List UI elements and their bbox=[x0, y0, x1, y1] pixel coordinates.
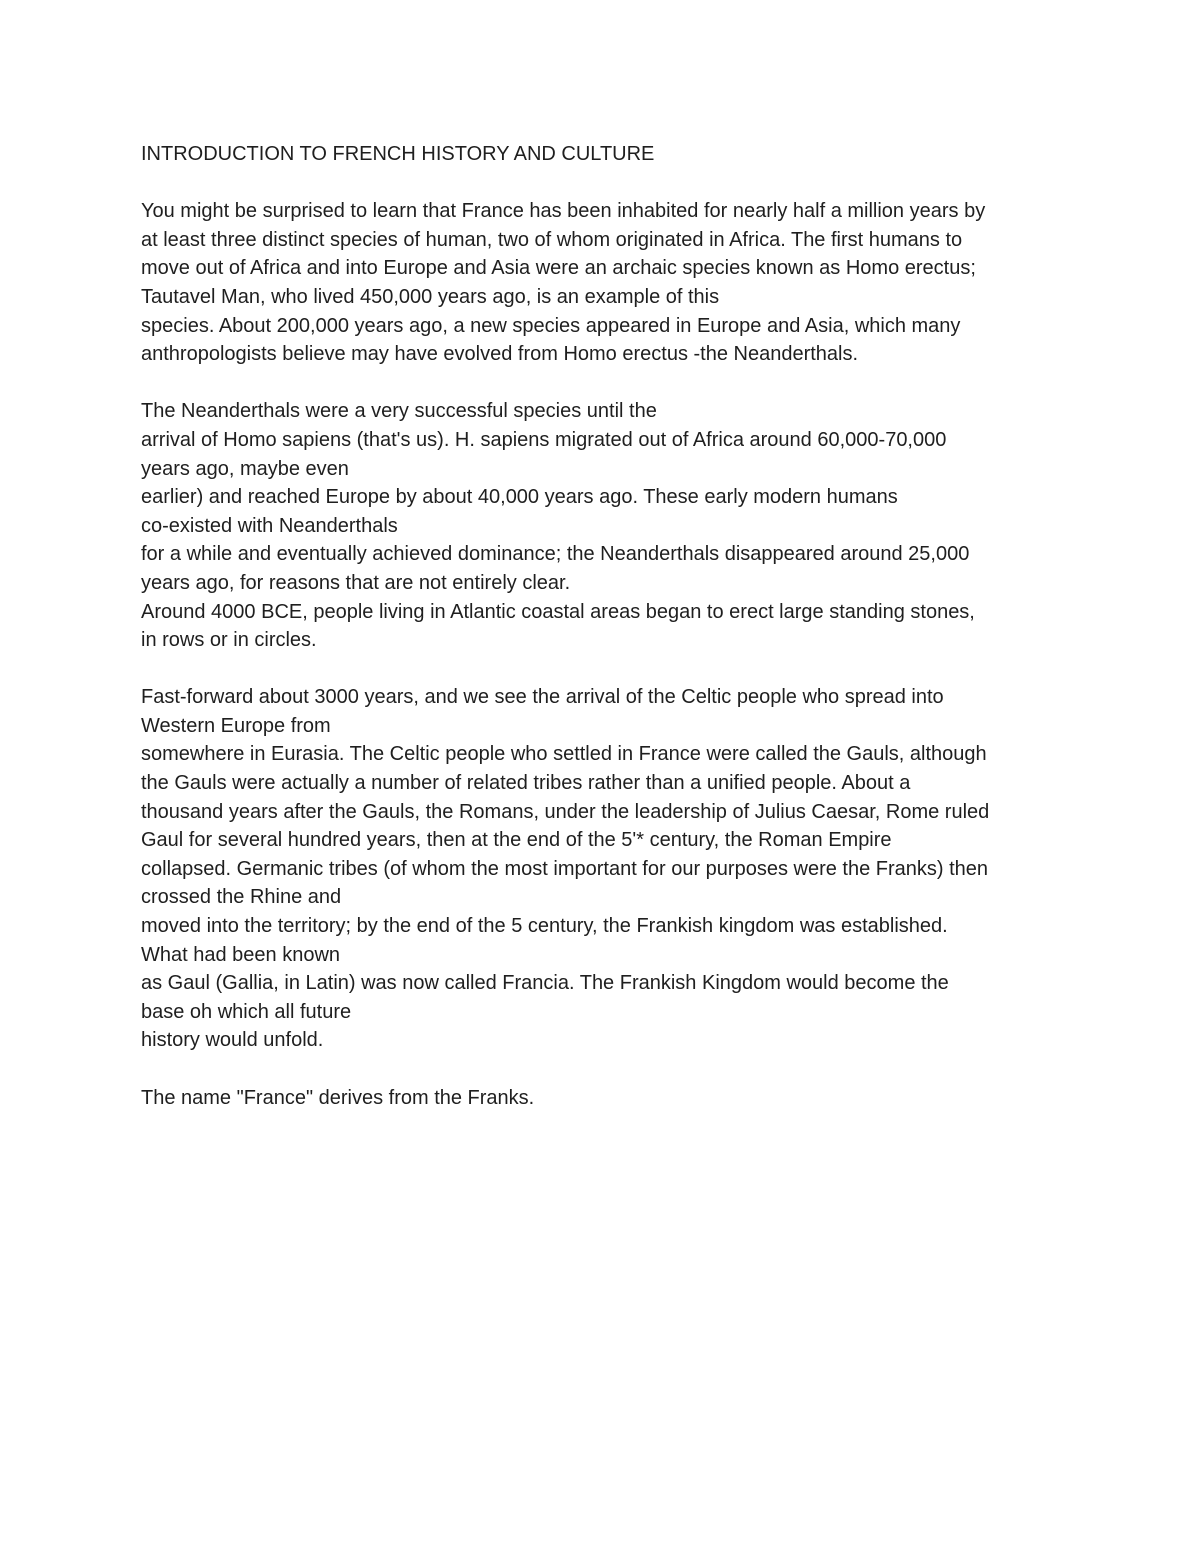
paragraph-4 bbox=[141, 1084, 1071, 1113]
text-line: What had been known bbox=[141, 943, 341, 966]
text-line: collapsed. Germanic tribes (of whom the most important for our purposes were the Franks) then bbox=[141, 857, 989, 880]
text-line: in rows or in circles. bbox=[141, 629, 317, 652]
text-line: crossed the Rhine and bbox=[141, 886, 342, 909]
text-line: years ago, for reasons that are not entirely clear. bbox=[141, 571, 571, 594]
text-line: for a while and eventually achieved dominance; the Neanderthals disappeared around 25,000 bbox=[141, 543, 970, 566]
text-line: thousand years after the Gauls, the Romans, under the leadership of Julius Caesar, Rome ruled bbox=[141, 800, 990, 823]
text-line: Fast-forward about 3000 years, and we see the arrival of the Celtic people who spread into bbox=[141, 686, 944, 709]
document-title: INTRODUCTION TO FRENCH HISTORY AND CULTURE bbox=[141, 143, 655, 165]
paragraph-2 bbox=[141, 397, 1071, 654]
text-line: anthropologists believe may have evolved from Homo erectus -the Neanderthals. bbox=[141, 343, 859, 366]
text-line: co-existed with Neanderthals bbox=[141, 514, 398, 537]
text-line: as Gaul (Gallia, in Latin) was now called Francia. The Frankish Kingdom would become the bbox=[141, 972, 949, 995]
paragraph-spacer bbox=[141, 169, 1071, 198]
text-line: history would unfold. bbox=[141, 1029, 324, 1052]
text-line: moved into the territory; by the end of the 5 century, the Frankish kingdom was established. bbox=[141, 915, 948, 938]
document-body bbox=[141, 140, 1071, 1112]
text-line: somewhere in Eurasia. The Celtic people who settled in France were called the Gauls, although bbox=[141, 743, 987, 766]
text-line: You might be surprised to learn that France has been inhabited for nearly half a million years by bbox=[141, 200, 986, 223]
text-line: base oh which all future bbox=[141, 1000, 352, 1023]
text-line: move out of Africa and into Europe and Asia were an archaic species known as Homo erectus; bbox=[141, 257, 976, 280]
text-line: the Gauls were actually a number of related tribes rather than a unified people. About a bbox=[141, 772, 911, 795]
paragraph-spacer bbox=[141, 655, 1071, 684]
text-line: Western Europe from bbox=[141, 714, 331, 737]
paragraph-3 bbox=[141, 683, 1071, 1055]
text-line: Tautavel Man, who lived 450,000 years ago, is an example of this bbox=[141, 285, 720, 308]
text-line: Around 4000 BCE, people living in Atlantic coastal areas began to erect large standing stones, bbox=[141, 600, 975, 623]
paragraph-1 bbox=[141, 197, 1071, 369]
text-line: species. About 200,000 years ago, a new species appeared in Europe and Asia, which many bbox=[141, 314, 961, 337]
text-line: Gaul for several hundred years, then at the end of the 5'* century, the Roman Empire bbox=[141, 829, 892, 852]
text-line: earlier) and reached Europe by about 40,000 years ago. These early modern humans bbox=[141, 486, 898, 509]
text-line: arrival of Homo sapiens (that's us). H. sapiens migrated out of Africa around 60,000-70,000 bbox=[141, 428, 947, 451]
paragraph-spacer bbox=[141, 369, 1071, 398]
text-line: years ago, maybe even bbox=[141, 457, 349, 480]
paragraph-spacer bbox=[141, 1055, 1071, 1084]
text-line: at least three distinct species of human, two of whom originated in Africa. The first humans to bbox=[141, 228, 963, 251]
text-line: The Neanderthals were a very successful species until the bbox=[141, 400, 657, 423]
text-line: The name "France" derives from the Franks. bbox=[141, 1086, 535, 1109]
